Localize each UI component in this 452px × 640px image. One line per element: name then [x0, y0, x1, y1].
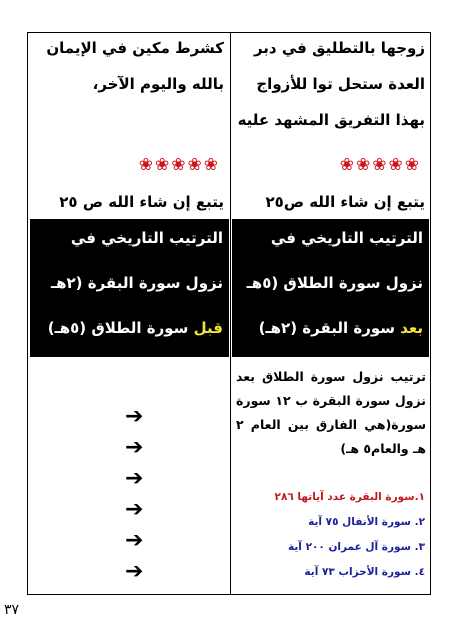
flower-ornament-icon: ❀❀❀❀❀: [339, 155, 421, 175]
right-line-3: بهذا التفريق المشهد عليه: [237, 111, 425, 129]
right-column: [231, 33, 431, 594]
surah-list-item: ٢. سورة الأنفال ٧٥ آية: [308, 516, 425, 528]
page-number: ٣٧: [4, 602, 20, 618]
right-arrow-icon: ➔: [125, 559, 144, 584]
right-continue-note: يتبع إن شاء الله ص٢٥: [265, 193, 425, 211]
keyword-before: قبل: [193, 319, 223, 337]
left-highlight-box: [30, 219, 229, 357]
left-box-line-3-rest: سورة الطلاق (٥هـ): [47, 319, 194, 337]
right-arrow-icon: ➔: [125, 404, 144, 429]
surah-list-item: ٤. سورة الأحزاب ٧٣ آية: [304, 566, 425, 578]
left-column: [28, 33, 230, 594]
right-line-2: العدة ستحل توا للأزواج: [256, 75, 425, 93]
keyword-after: بعد: [400, 319, 423, 337]
right-box-line-3: [259, 319, 423, 337]
left-box-line-1: الترتيب التاريخي في: [70, 229, 223, 247]
right-box-line-2: نزول سورة الطلاق (٥هـ: [246, 274, 423, 292]
left-continue-note: يتبع إن شاء الله ص ٢٥: [59, 193, 224, 211]
left-box-line-3: [48, 319, 223, 337]
right-line-1: زوجها بالتطليق في دبر: [253, 39, 425, 57]
left-line-2: بالله واليوم الآخر،: [92, 75, 224, 93]
left-line-1: كشرط مكين في الإيمان: [46, 39, 224, 57]
right-arrow-icon: ➔: [125, 466, 144, 491]
right-box-line-3-rest: سورة البقرة (٢هـ): [258, 319, 401, 337]
two-column-sheet: [27, 32, 431, 595]
right-highlight-box: [232, 219, 429, 357]
surah-list-item: ٣. سورة آل عمران ٢٠٠ آية: [287, 541, 425, 553]
flower-ornament-icon: ❀❀❀❀❀: [138, 155, 220, 175]
left-box-line-2: نزول سورة البقرة (٢هـ: [50, 274, 223, 292]
right-arrow-icon: ➔: [125, 435, 144, 460]
right-box-line-1: الترتيب التاريخي في: [270, 229, 423, 247]
surah-list-item: ١.سورة البقرة عدد آياتها ٢٨٦: [274, 491, 425, 503]
right-arrow-icon: ➔: [125, 497, 144, 522]
right-arrow-icon: ➔: [125, 528, 144, 553]
right-paragraph: ترتيب نزول سورة الطلاق بعد نزول سورة البقرة ب ١٢ سورة سورة(هي الفارق بين العام ٢ هـ والعام٥ هـ): [236, 369, 426, 456]
